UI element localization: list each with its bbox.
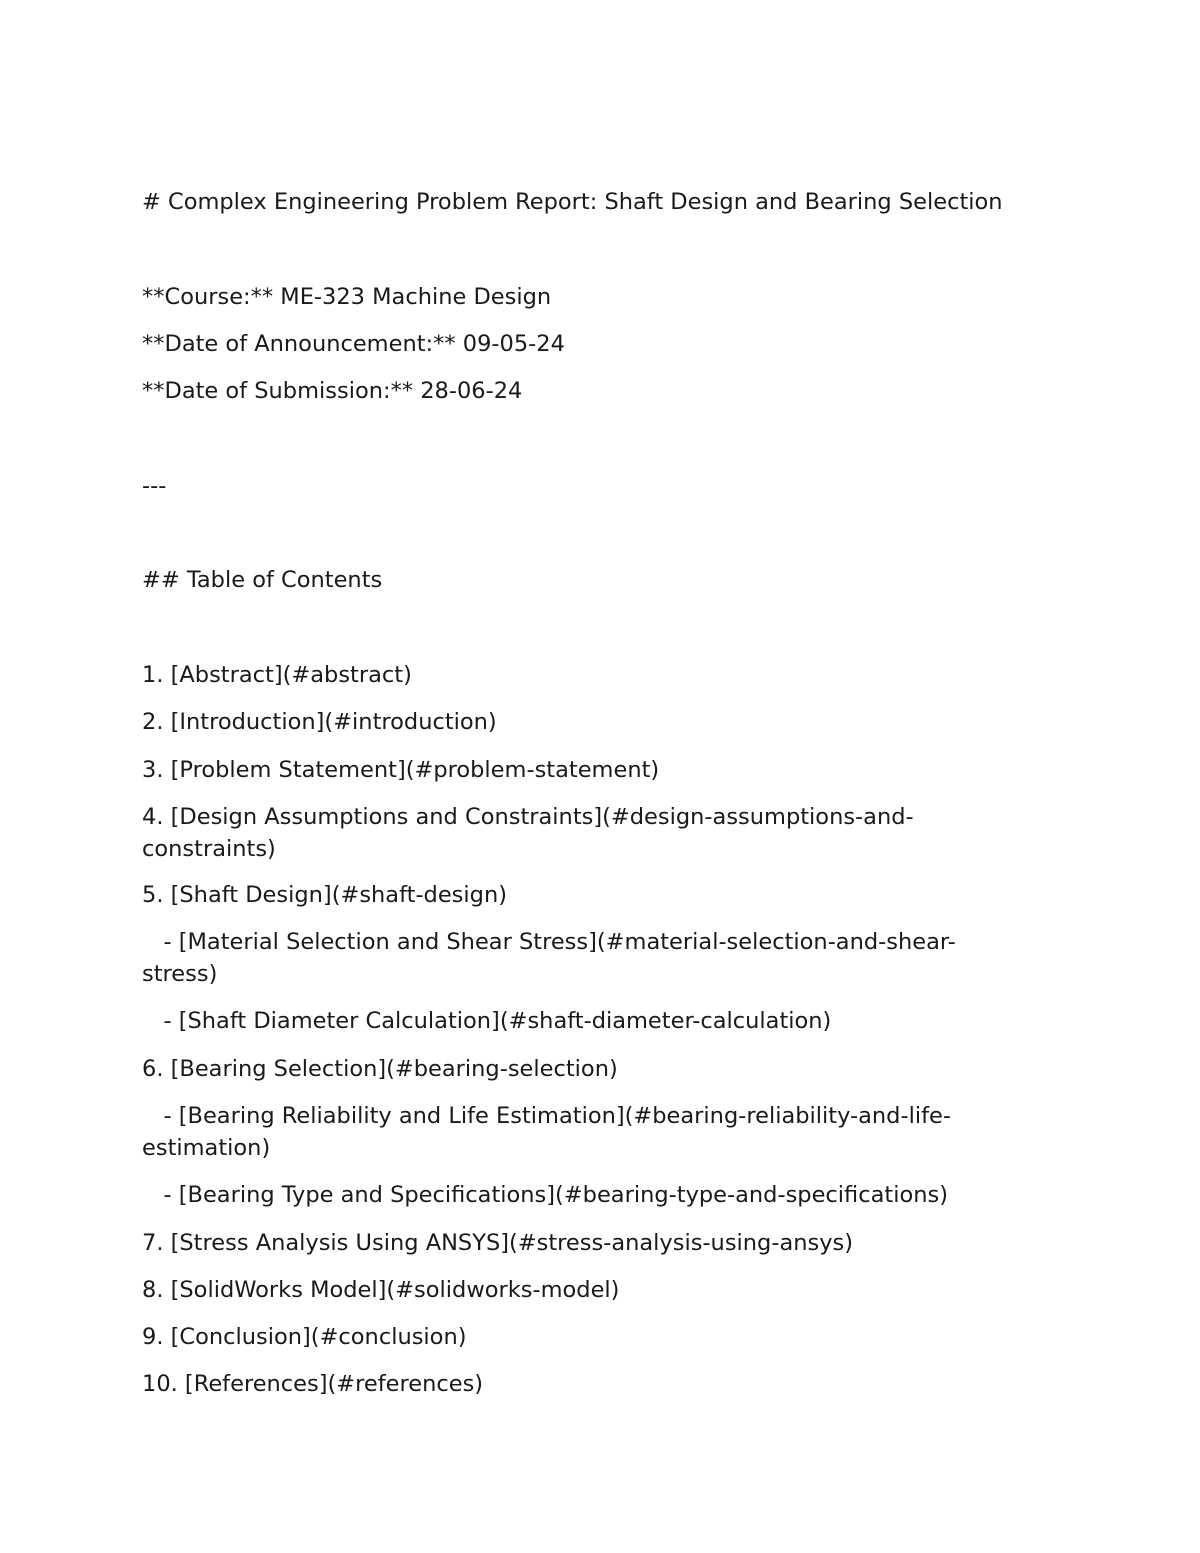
toc-item: 6. [Bearing Selection](#bearing-selection): [142, 1056, 618, 1082]
toc-subitem: - [Bearing Reliability and Life Estimation](#bearing-reliability-and-life-estimation): [142, 1103, 951, 1161]
document-title: # Complex Engineering Problem Report: Shaft Design and Bearing Selection: [142, 189, 1003, 215]
toc-item: 9. [Conclusion](#conclusion): [142, 1324, 467, 1350]
submission-date-line: **Date of Submission:** 28-06-24: [142, 378, 523, 404]
horizontal-rule-marker: ---: [142, 473, 167, 499]
toc-item: 5. [Shaft Design](#shaft-design): [142, 882, 507, 908]
course-line: **Course:** ME-323 Machine Design: [142, 284, 552, 310]
toc-subitem: - [Shaft Diameter Calculation](#shaft-diameter-calculation): [142, 1008, 832, 1034]
toc-item: 10. [References](#references): [142, 1371, 484, 1397]
toc-heading: ## Table of Contents: [142, 567, 383, 593]
toc-subitem: - [Material Selection and Shear Stress](#material-selection-and-shear-stress): [142, 929, 956, 987]
toc-item: 3. [Problem Statement](#problem-statement): [142, 757, 660, 783]
toc-item: 8. [SolidWorks Model](#solidworks-model): [142, 1277, 620, 1303]
toc-item: 1. [Abstract](#abstract): [142, 662, 412, 688]
toc-item: 7. [Stress Analysis Using ANSYS](#stress-analysis-using-ansys): [142, 1230, 854, 1256]
toc-item: 4. [Design Assumptions and Constraints](#design-assumptions-and-constraints): [142, 804, 914, 862]
announcement-date-line: **Date of Announcement:** 09-05-24: [142, 331, 565, 357]
toc-item: 2. [Introduction](#introduction): [142, 709, 497, 735]
toc-subitem: - [Bearing Type and Specifications](#bearing-type-and-specifications): [142, 1182, 948, 1208]
